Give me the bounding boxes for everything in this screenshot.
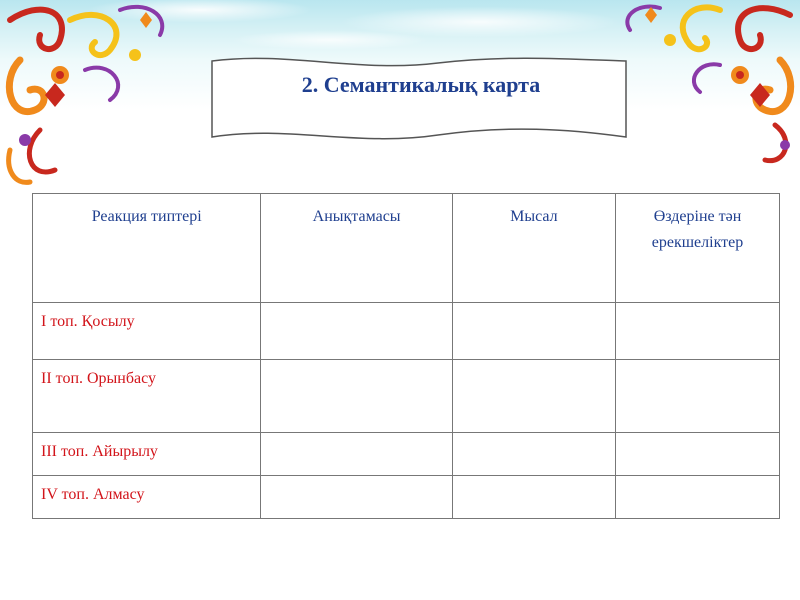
table-cell[interactable]: [261, 476, 452, 519]
table-header-row: [33, 194, 780, 303]
row-label: III топ. Айырылу: [33, 433, 261, 476]
header-reaction-types: Реакция типтері: [33, 194, 261, 303]
table-cell[interactable]: [615, 360, 779, 433]
row-label: II топ. Орынбасу: [33, 360, 261, 433]
table-cell[interactable]: [452, 303, 615, 360]
page-title: 2. Семантикалық карта: [301, 72, 541, 97]
left-ornament-decoration: [0, 0, 190, 190]
table-row: [33, 303, 780, 360]
header-definition: Анықтамасы: [261, 194, 452, 303]
table-cell[interactable]: [615, 303, 779, 360]
table-cell[interactable]: [452, 476, 615, 519]
row-label: IV топ. Алмасу: [33, 476, 261, 519]
banner-scroll-shape: [208, 55, 634, 150]
table-cell[interactable]: [261, 433, 452, 476]
table-cell[interactable]: [261, 303, 452, 360]
header-example: Мысал: [452, 194, 615, 303]
table-row: [33, 360, 780, 433]
table-cell[interactable]: [452, 360, 615, 433]
table-cell[interactable]: [452, 433, 615, 476]
semantic-map-table: [32, 193, 780, 519]
table-cell[interactable]: [615, 476, 779, 519]
table-row: [33, 476, 780, 519]
title-banner: [208, 55, 634, 150]
header-features: Өздеріне тән ерекшеліктер: [615, 194, 779, 303]
row-label: I топ. Қосылу: [33, 303, 261, 360]
table-row: [33, 433, 780, 476]
table-cell[interactable]: [261, 360, 452, 433]
table-cell[interactable]: [615, 433, 779, 476]
